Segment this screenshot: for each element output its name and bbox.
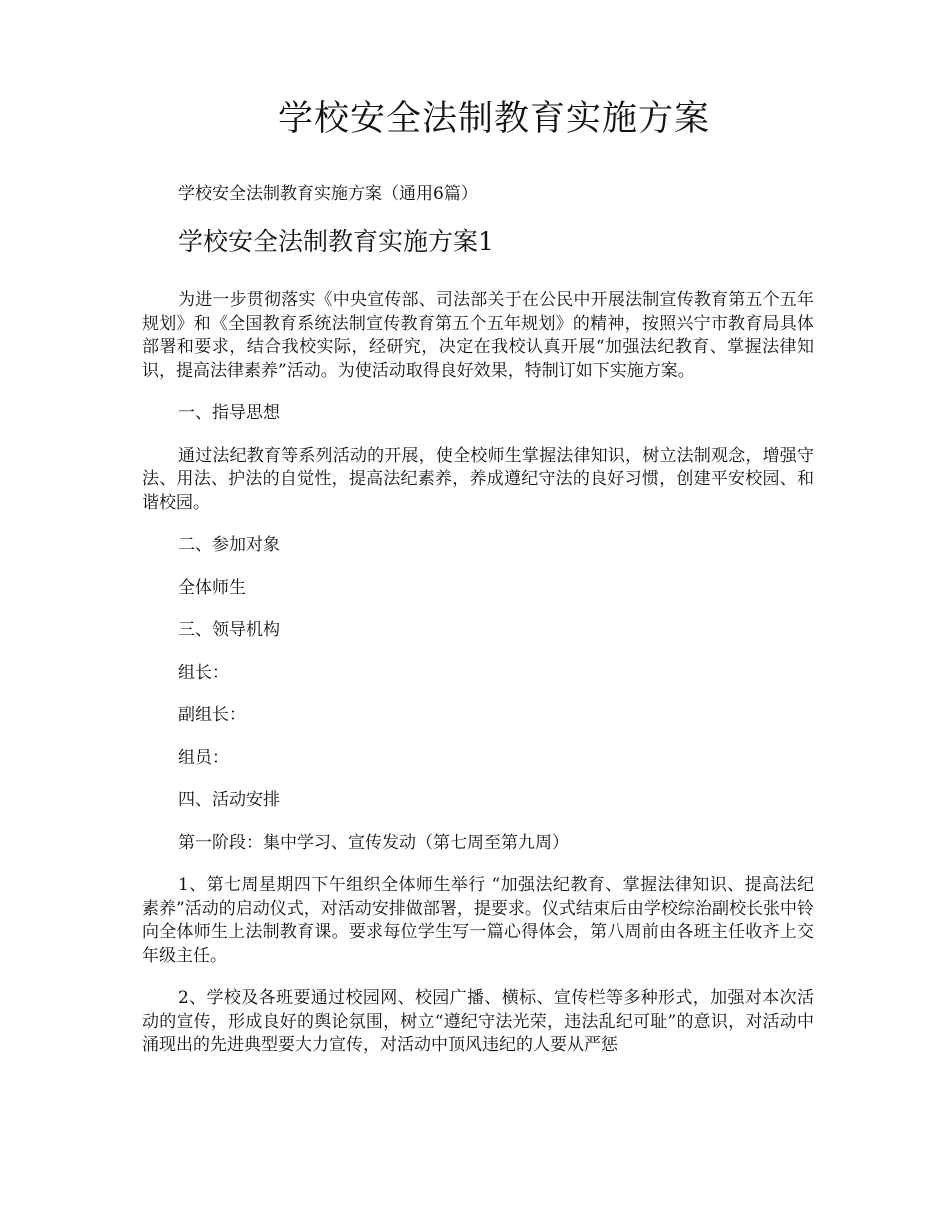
heading-participants: 二、参加对象 <box>178 535 280 555</box>
paragraph-participants: 全体师生 <box>178 577 246 598</box>
heading-activity-arrangement: 四、活动安排 <box>178 790 280 810</box>
heading-leadership: 三、领导机构 <box>178 620 280 640</box>
members-label: 组员： <box>178 747 229 768</box>
document-title: 学校安全法制教育实施方案 <box>277 99 710 139</box>
leader-label: 组长： <box>178 662 229 683</box>
paragraph-item-2: 2、学校及各班要通过校园网、校园广播、横标、宣传栏等多种形式，加强对本次活动的宣传，形成良好的舆论氛围，树立“遵纪守法光荣，违法乱纪可耻”的意识，对活动中涌现出的先进典型要大力宣传，对活动中顶风违纪的人要从严惩 <box>142 988 814 1055</box>
paragraph-intro: 为进一步贯彻落实《中央宣传部、司法部关于在公民中开展法制宣传教育第五个五年规划》和《全国教育系统法制宣传教育第五个五年规划》的精神，按照兴宁市教育局具体部署和要求，结合我校实际，经研究，决定在我校认真开展“加强法纪教育、掌握法律知识，提高法律素养”活动。为使活动取得良好效果，特制订如下实施方案。 <box>142 290 814 381</box>
phase-one-heading: 第一阶段：集中学习、宣传发动（第七周至第九周） <box>178 832 569 853</box>
heading-guiding-ideology: 一、指导思想 <box>178 403 280 423</box>
paragraph-item-1: 1、第七周星期四下午组织全体师生举行 “加强法纪教育、掌握法律知识、提高法纪素养”活动的启动仪式，对活动安排做部署，提要求。仪式结束后由学校综治副校长张中铃向全体师生上法制教育课。要求每位学生写一篇心得体会，第八周前由各班主任收齐上交年级主任。 <box>142 875 814 966</box>
document-subtitle: 学校安全法制教育实施方案（通用6篇） <box>178 184 478 204</box>
deputy-leader-label: 副组长： <box>178 705 246 725</box>
document-body <box>142 289 814 1077</box>
paragraph-guiding-ideology: 通过法纪教育等系列活动的开展，使全校师生掌握法律知识，树立法制观念，增强守法、用法、护法的自觉性，提高法纪素养，养成遵纪守法的良好习惯，创建平安校园、和谐校园。 <box>142 445 814 513</box>
section-heading: 学校安全法制教育实施方案1 <box>178 227 494 256</box>
